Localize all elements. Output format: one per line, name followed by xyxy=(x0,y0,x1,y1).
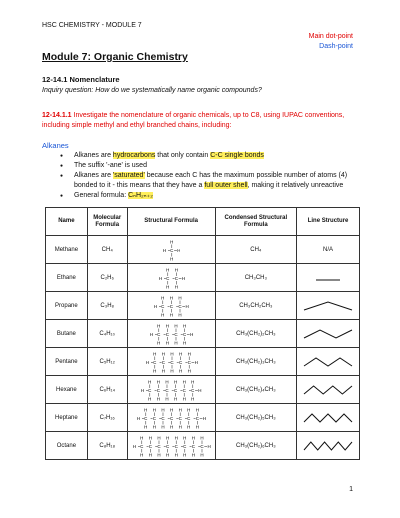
svg-text:C: C xyxy=(174,443,178,449)
inquiry-question: Inquiry question: How do we systematically name organic compounds? xyxy=(42,87,262,94)
table-row xyxy=(46,236,360,264)
svg-text:H: H xyxy=(169,423,174,429)
line-structure-drawing xyxy=(302,438,354,454)
svg-text:C: C xyxy=(169,247,174,253)
cell-condensed-formula: CH₃(CH₂)₅CH₃ xyxy=(215,404,297,432)
cell-line-structure xyxy=(297,292,360,320)
svg-text:H: H xyxy=(157,323,161,329)
svg-text:H: H xyxy=(187,351,191,356)
svg-text:C: C xyxy=(178,303,182,309)
cell-condensed-formula: CH₃CH₃ xyxy=(215,264,297,292)
svg-text:H: H xyxy=(158,275,162,281)
dot-point-text: Investigate the nomenclature of organic chemicals, up to C8, using IUPAC conventions, including simple methyl and ethyl branched chains, including: xyxy=(42,112,345,129)
dot-point-number: 12-14.1.1 xyxy=(42,112,72,119)
structural-formula-drawing xyxy=(140,379,202,401)
svg-text:H: H xyxy=(157,435,161,441)
svg-text:H: H xyxy=(170,368,174,373)
svg-text:H: H xyxy=(144,423,148,429)
svg-text:H: H xyxy=(148,451,152,457)
svg-text:H: H xyxy=(191,395,195,401)
svg-text:H: H xyxy=(152,407,157,413)
table-row xyxy=(46,348,360,376)
cell-molecular-formula: C₄H₁₀ xyxy=(87,320,127,348)
highlight: hydrocarbons xyxy=(112,152,156,159)
svg-text:H: H xyxy=(136,415,141,421)
section-heading: 12-14.1 Nomenclature xyxy=(42,75,120,84)
svg-text:H: H xyxy=(182,339,187,345)
legend-dash-point: Dash-point xyxy=(319,43,353,50)
svg-text:H: H xyxy=(191,435,195,441)
page-number: 1 xyxy=(349,486,353,493)
svg-text:H: H xyxy=(132,443,136,449)
svg-text:C: C xyxy=(152,359,157,365)
svg-text:H: H xyxy=(182,395,187,401)
svg-text:H: H xyxy=(178,351,182,356)
svg-text:H: H xyxy=(169,311,174,317)
col-line-structure: Line Structure xyxy=(297,208,360,236)
cell-line-structure xyxy=(297,376,360,404)
bullet-3 xyxy=(60,171,360,191)
col-condensed-formula: Condensed Structural Formula xyxy=(215,208,297,236)
svg-text:H: H xyxy=(182,451,187,457)
svg-text:C: C xyxy=(174,331,178,337)
svg-text:C: C xyxy=(165,387,169,393)
cell-structural-formula xyxy=(127,376,215,404)
col-structural-formula: Structural Formula xyxy=(127,208,215,236)
table-row xyxy=(46,264,360,292)
svg-text:H: H xyxy=(194,359,198,365)
cell-molecular-formula: C₅H₁₂ xyxy=(87,348,127,376)
svg-text:H: H xyxy=(182,435,187,441)
svg-text:H: H xyxy=(174,451,178,457)
structural-formula-drawing xyxy=(132,435,211,457)
svg-text:C: C xyxy=(174,387,178,393)
cell-molecular-formula: C₆H₁₄ xyxy=(87,376,127,404)
cell-name: Heptane xyxy=(46,404,88,432)
bullet-text: The suffix '-ane' is used xyxy=(74,162,147,169)
svg-text:H: H xyxy=(174,339,178,345)
legend-main-dot-point: Main dot-point xyxy=(308,33,353,40)
svg-text:H: H xyxy=(148,379,152,385)
cell-structural-formula xyxy=(127,348,215,376)
svg-text:C: C xyxy=(157,443,161,449)
svg-text:H: H xyxy=(154,303,158,309)
bullet-text: , making it relatively unreactive xyxy=(247,182,344,189)
svg-text:H: H xyxy=(170,351,174,356)
svg-text:H: H xyxy=(181,275,185,281)
svg-text:H: H xyxy=(200,451,204,457)
table-header-row xyxy=(46,208,360,236)
svg-text:C: C xyxy=(178,359,182,365)
cell-name: Ethane xyxy=(46,264,88,292)
line-structure-drawing xyxy=(302,326,354,342)
svg-text:C: C xyxy=(200,443,204,449)
svg-text:H: H xyxy=(174,395,178,401)
svg-text:H: H xyxy=(141,387,145,393)
svg-text:H: H xyxy=(174,267,178,273)
cell-structural-formula xyxy=(127,320,215,348)
course-header: HSC CHEMISTRY - MODULE 7 xyxy=(42,22,142,29)
svg-text:C: C xyxy=(161,415,165,421)
cell-name: Octane xyxy=(46,432,88,460)
cell-molecular-formula: C₂H₆ xyxy=(87,264,127,292)
svg-text:H: H xyxy=(161,407,165,413)
cell-structural-formula xyxy=(127,404,215,432)
svg-text:H: H xyxy=(161,351,165,356)
cell-structural-formula xyxy=(127,236,215,264)
svg-text:H: H xyxy=(198,387,202,393)
cell-structural-formula xyxy=(127,264,215,292)
svg-text:C: C xyxy=(161,359,165,365)
line-structure-drawing xyxy=(302,382,354,398)
svg-text:C: C xyxy=(165,275,169,281)
svg-text:C: C xyxy=(144,415,148,421)
table-row xyxy=(46,376,360,404)
table-row xyxy=(46,432,360,460)
svg-text:H: H xyxy=(139,435,144,441)
svg-text:H: H xyxy=(182,379,187,385)
svg-text:H: H xyxy=(191,379,195,385)
svg-text:H: H xyxy=(165,323,169,329)
svg-text:H: H xyxy=(187,407,191,413)
cell-condensed-formula: CH₄ xyxy=(215,236,297,264)
highlight: full outer shell xyxy=(204,182,248,189)
svg-text:H: H xyxy=(195,423,200,429)
svg-text:C: C xyxy=(170,359,174,365)
line-structure-drawing xyxy=(302,298,354,314)
cell-structural-formula xyxy=(127,432,215,460)
svg-text:H: H xyxy=(165,267,169,273)
cell-condensed-formula: CH₃(CH₂)₆CH₃ xyxy=(215,432,297,460)
svg-text:H: H xyxy=(157,379,161,385)
col-name: Name xyxy=(46,208,88,236)
svg-text:H: H xyxy=(178,407,182,413)
cell-name: Propane xyxy=(46,292,88,320)
svg-text:C: C xyxy=(169,303,174,309)
svg-text:H: H xyxy=(178,311,182,317)
svg-text:H: H xyxy=(189,331,194,337)
svg-text:H: H xyxy=(165,395,169,401)
svg-text:H: H xyxy=(169,255,174,261)
line-structure-drawing xyxy=(302,270,354,286)
svg-text:C: C xyxy=(161,303,165,309)
bullet-1 xyxy=(60,151,360,161)
table-row xyxy=(46,320,360,348)
table-row xyxy=(46,404,360,432)
svg-text:H: H xyxy=(174,283,178,289)
cell-molecular-formula: C₇H₁₆ xyxy=(87,404,127,432)
cell-condensed-formula: CH₃(CH₂)₃CH₃ xyxy=(215,348,297,376)
svg-text:H: H xyxy=(169,239,174,245)
svg-text:C: C xyxy=(187,415,191,421)
svg-text:H: H xyxy=(157,451,161,457)
svg-text:H: H xyxy=(178,295,182,301)
svg-text:H: H xyxy=(165,435,169,441)
svg-text:H: H xyxy=(161,368,165,373)
bullet-text: because each C has the maximum possible number of atoms (4) bonded to it - this means that they have a xyxy=(74,172,348,189)
bullet-2 xyxy=(60,161,360,171)
svg-text:H: H xyxy=(174,379,178,385)
cell-name: Hexane xyxy=(46,376,88,404)
svg-text:C: C xyxy=(169,415,174,421)
svg-text:H: H xyxy=(187,368,191,373)
bullet-4 xyxy=(60,191,360,201)
svg-text:H: H xyxy=(149,331,154,337)
svg-text:C: C xyxy=(191,387,195,393)
svg-text:H: H xyxy=(169,407,174,413)
svg-text:C: C xyxy=(139,443,144,449)
svg-text:H: H xyxy=(157,395,161,401)
cell-molecular-formula: C₃H₈ xyxy=(87,292,127,320)
highlight: 'saturated' xyxy=(112,172,145,179)
svg-text:H: H xyxy=(152,351,157,356)
svg-text:H: H xyxy=(191,451,195,457)
svg-text:H: H xyxy=(182,323,187,329)
bullet-text: General formula: xyxy=(74,192,129,199)
cell-line-structure xyxy=(297,320,360,348)
cell-condensed-formula: CH₃(CH₂)₄CH₃ xyxy=(215,376,297,404)
svg-text:H: H xyxy=(177,247,181,253)
svg-text:H: H xyxy=(144,407,148,413)
svg-text:H: H xyxy=(174,435,178,441)
table-row xyxy=(46,292,360,320)
svg-text:C: C xyxy=(178,415,182,421)
cell-condensed-formula: CH₃(CH₂)₂CH₃ xyxy=(215,320,297,348)
alkane-bullets xyxy=(60,151,360,201)
main-dot-point xyxy=(42,111,360,131)
svg-text:H: H xyxy=(165,283,169,289)
alkanes-heading: Alkanes xyxy=(42,141,69,150)
svg-text:H: H xyxy=(207,443,211,449)
svg-text:H: H xyxy=(202,415,207,421)
col-molecular-formula: Molecular Formula xyxy=(87,208,127,236)
cell-line-structure xyxy=(297,348,360,376)
svg-text:C: C xyxy=(157,331,161,337)
cell-molecular-formula: CH₄ xyxy=(87,236,127,264)
svg-text:H: H xyxy=(162,247,166,253)
svg-text:H: H xyxy=(161,423,165,429)
svg-text:H: H xyxy=(152,368,157,373)
structural-formula-drawing xyxy=(136,407,206,429)
line-structure-drawing xyxy=(302,410,354,426)
svg-text:H: H xyxy=(152,423,157,429)
svg-text:H: H xyxy=(169,295,174,301)
svg-text:H: H xyxy=(165,339,169,345)
svg-text:C: C xyxy=(157,387,161,393)
general-formula: CₙH₂ₙ₊₂ xyxy=(128,192,153,199)
svg-text:H: H xyxy=(148,395,152,401)
svg-text:H: H xyxy=(161,295,165,301)
svg-text:H: H xyxy=(174,323,178,329)
svg-text:H: H xyxy=(178,423,182,429)
svg-text:C: C xyxy=(148,443,152,449)
svg-text:H: H xyxy=(148,435,152,441)
svg-text:H: H xyxy=(200,435,204,441)
svg-text:H: H xyxy=(139,451,144,457)
alkane-table xyxy=(45,207,360,460)
svg-text:H: H xyxy=(165,379,169,385)
svg-text:H: H xyxy=(157,339,161,345)
svg-text:H: H xyxy=(195,407,200,413)
cell-line-structure xyxy=(297,404,360,432)
svg-text:C: C xyxy=(174,275,178,281)
cell-line-structure: N/A xyxy=(297,236,360,264)
cell-molecular-formula: C₈H₁₈ xyxy=(87,432,127,460)
svg-text:H: H xyxy=(178,368,182,373)
structural-formula-drawing xyxy=(153,295,189,317)
legend xyxy=(309,32,353,52)
svg-text:C: C xyxy=(195,415,200,421)
svg-text:C: C xyxy=(182,331,187,337)
cell-line-structure xyxy=(297,264,360,292)
svg-text:C: C xyxy=(187,359,191,365)
cell-line-structure xyxy=(297,432,360,460)
cell-structural-formula xyxy=(127,292,215,320)
svg-text:H: H xyxy=(161,311,165,317)
page-title: Module 7: Organic Chemistry xyxy=(42,51,188,63)
svg-text:H: H xyxy=(187,423,191,429)
cell-name: Methane xyxy=(46,236,88,264)
highlight: C-C single bonds xyxy=(210,152,264,159)
bullet-text: Alkanes are xyxy=(74,152,113,159)
svg-text:C: C xyxy=(191,443,195,449)
structural-formula-drawing xyxy=(145,351,198,373)
structural-formula-drawing xyxy=(162,239,181,261)
svg-text:C: C xyxy=(165,443,169,449)
bullet-text: Alkanes are xyxy=(74,172,113,179)
svg-text:H: H xyxy=(165,451,169,457)
cell-name: Butane xyxy=(46,320,88,348)
svg-text:H: H xyxy=(185,303,189,309)
structural-formula-drawing xyxy=(149,323,193,345)
svg-text:C: C xyxy=(148,387,152,393)
bullet-text: that only contain xyxy=(155,152,211,159)
svg-text:H: H xyxy=(145,359,149,365)
svg-text:C: C xyxy=(152,415,157,421)
line-structure-drawing xyxy=(302,354,354,370)
svg-text:C: C xyxy=(182,387,187,393)
svg-text:C: C xyxy=(165,331,169,337)
cell-condensed-formula: CH₃CH₂CH₃ xyxy=(215,292,297,320)
cell-name: Pentane xyxy=(46,348,88,376)
structural-formula-drawing xyxy=(158,267,185,289)
svg-text:C: C xyxy=(182,443,187,449)
